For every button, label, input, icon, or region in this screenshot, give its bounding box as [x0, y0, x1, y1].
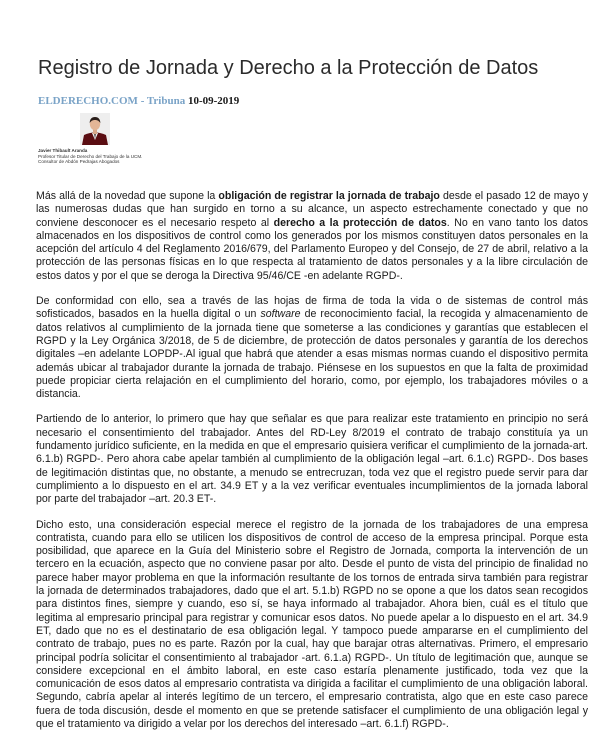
site-name: ELDERECHO.COM: [38, 95, 138, 107]
paragraph-text: de reconocimiento facial, la recogida y almacenamiento de datos relativos al cumplimiento de la jornada tiene que someterse a las condiciones y garantías que establecen el RGPD y la Ley Orgánica 3/2018, de 5 de diciembre, de protección de datos personales y garantía de los derechos digitales –en adelante LOPDP-.Al igual que habrá que atender a esas mismas normas cuando el dispositivo permita además ubicar al trabajador durante la jornada de trabajo. Piénsese en los supuestos en que la falta de proximidad puede propiciar cierta relajación en el cumplimiento del horario, como, por ejemplo, los trabajadores móviles o a distancia.: [36, 308, 588, 401]
author-photo: [80, 113, 110, 145]
publish-date: 10-09-2019: [187, 95, 240, 107]
section-name: Tribuna: [146, 95, 186, 107]
paragraph-text: Partiendo de lo anterior, lo primero que hay que señalar es que para realizar este tratamiento en principio no será necesario el consentimiento del trabajador. Antes del RD-Ley 8/2019 el contrato de trabajo constituía ya un fundamento jurídico suficiente, en la medida en que el empresario quisiera verificar el cumplimiento de la jornada-art. 6.1.b) RGPD-. Pero ahora cabe apelar también al cumplimiento de la obligación legal –art. 6.1.c) RGPD-. Dos bases de legitimación distintas que, no obstante, a menudo se entrecruzan, toda vez que el registro puede servir para dar cumplimiento a lo dispuesto en el art. 34.9 ET y a la vez verificar eventuales incumplimientos de la jornada laboral por parte del trabajador –art. 20.3 ET-.: [36, 413, 588, 506]
article-paragraph: [36, 413, 588, 506]
paragraph-text: De conformidad con ello, sea a través de las hojas de firma de toda la vida o de sistemas de control más sofisticados, basados en la huella digital o un: [36, 295, 588, 321]
paragraph-text: Dicho esto, una consideración especial merece el registro de la jornada de los trabajadores de una empresa contratista, cuando para ello se utilicen los dispositivos de control de acceso de la empresa principal. Porque esta posibilidad, que aparece en la Guía del Ministerio sobre el Registro de Jornada, comporta la intervención de un tercero en la ecuación, aspecto que no conviene pasar por alto. Desde el punto de vista del principio de finalidad no parece haber mayor problema en que la información resultante de los tornos de entrada sirva también para registrar la jornada de determinados trabajadores, dado que el art. 5.1.b) RGPD no se opone a que los datos sean recogidos para distintos fines, siempre y cuando, eso sí, se haya informado al trabajador. Ahora bien, cuál es el título que legitima al empresario principal para registrar y comunicar esos datos. No puede apelar a lo dispuesto en el art. 34.9 ET, dado que no es el destinatario de esa obligación legal. Y tampoco puede ampararse en el cumplimiento del contrato de trabajo, pues no es parte. Razón por la cual, hay que barajar otras alternativas. Primero, el empresario principal podría solicitar el consentimiento al trabajador -art. 6.1.a) RGPD-. Un título de legitimación que, aunque se considere excepcional en el ámbito laboral, en este caso estaría plenamente justificado, toda vez que la comunicación de esos datos al empresario contratista va dirigida a facilitar el cumplimiento de una obligación laboral. Segundo, cabría apelar al interés legítimo de un tercero, el empresario contratista, algo que en este caso parece fuera de toda discusión, desde el momento en que se pretende satisfacer el cumplimiento de una obligación legal y que el tratamiento va dirigido a velar por los derechos del interesado –art. 6.1.f) RGPD-.: [36, 518, 588, 730]
author-name: Javier Thibault Aranda: [38, 148, 88, 153]
paragraph-text: Más allá de la novedad que supone la: [36, 190, 219, 202]
italic-text: software: [260, 308, 301, 321]
article-paragraph: [36, 190, 588, 283]
bold-text: derecho a la protección de datos: [273, 216, 447, 229]
source-separator: -: [137, 95, 147, 107]
article-body: [36, 190, 588, 743]
article-paragraph: [36, 295, 588, 401]
paragraph-text: . No en vano tanto los datos almacenados en los dispositivos de control como los generados por los mismos constituyen datos personales en la acepción del artículo 4 del Reglamento 2016/679, del Parlamento Europeo y del Consejo, de 27 de abril, relativo a la protección de las personas físicas en lo que respecta al tratamiento de datos personales y a la libre circulación de estos datos y por el que se deroga la Directiva 95/46/CE -en adelante RGPD-.: [36, 216, 589, 282]
article-source-line: [38, 95, 239, 107]
paragraph-text: desde el pasado 12 de mayo y las numerosas dudas que han surgido en torno a su alcance, un aspecto estrechamente conectado y que no conviene desconocer es el necesario respeto al: [36, 190, 588, 229]
bold-text: obligación de registrar la jornada de trabajo: [218, 190, 440, 202]
article-paragraph: [36, 519, 588, 732]
author-info: [38, 148, 148, 165]
author-bio: Profesor Titular de Derecho del Trabajo de la UCM. Consultor de Abdón Pedrajas Abogados: [38, 153, 143, 165]
article-title: Registro de Jornada y Derecho a la Protección de Datos: [38, 57, 539, 79]
